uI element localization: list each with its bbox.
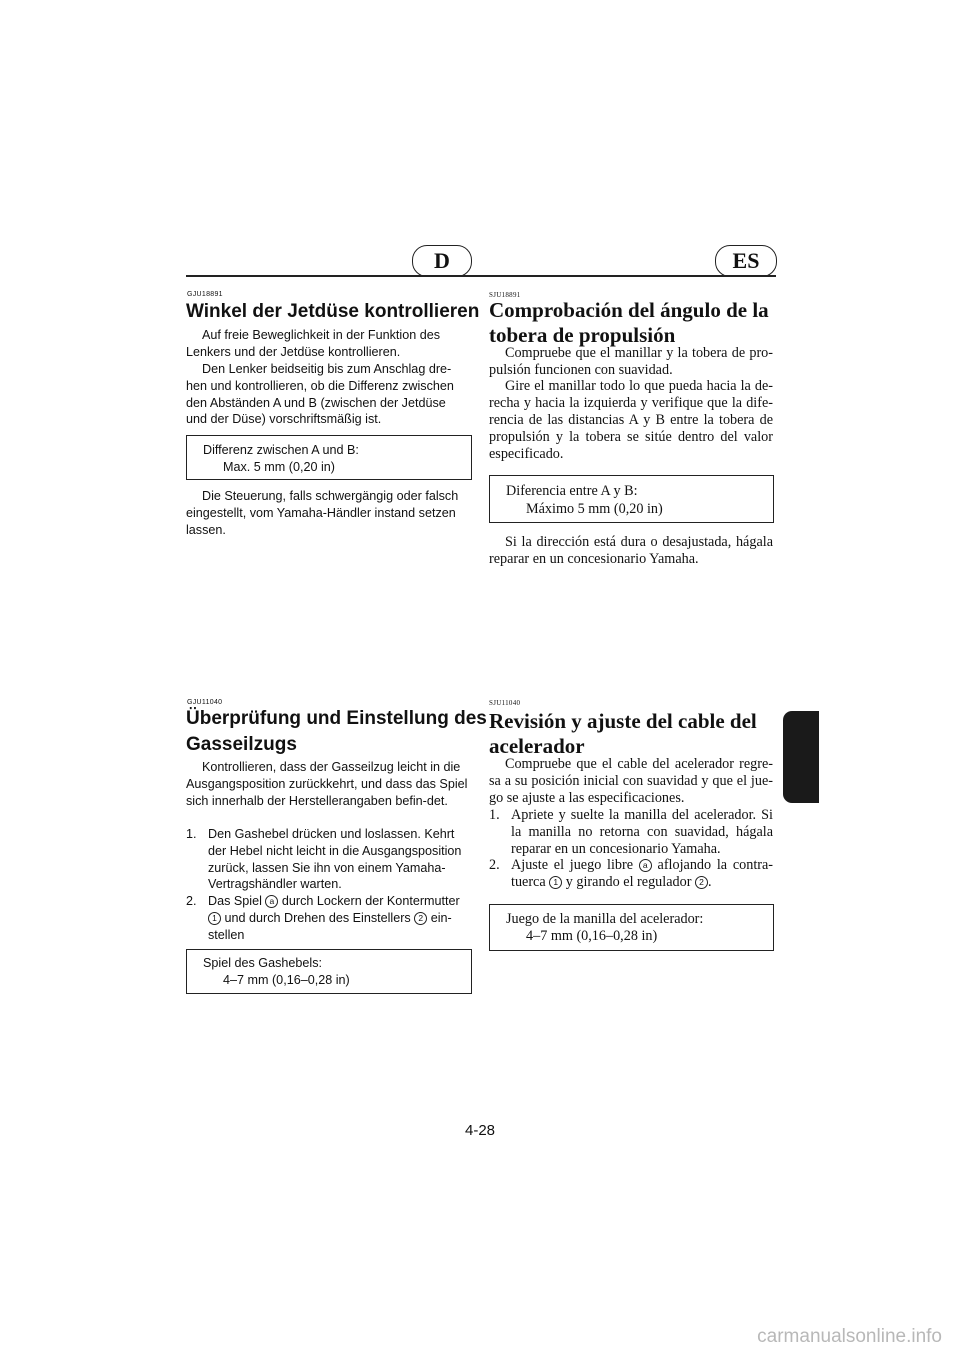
- list-text: Ajuste el juego libre a aflojando la contra-tuerca 1 y girando el regulador 2 .: [511, 857, 774, 890]
- paragraph-de-1c: Die Steuerung, falls schwergängig oder falsch eingestellt, vom Yamaha-Händler instand setzen lassen.: [186, 489, 459, 537]
- spec-box-de-2: [186, 949, 472, 994]
- spec-box-de-1: [186, 435, 472, 480]
- marker-a: a: [265, 895, 278, 908]
- spec-label: Diferencia entre A y B:: [506, 483, 638, 499]
- marker-2: 2: [414, 912, 427, 925]
- paragraph-de-1a: Auf freie Beweglichkeit in der Funktion des Lenkers und der Jetdüse kontrollieren.: [186, 328, 441, 359]
- marker-2: 2: [695, 876, 708, 889]
- spec-label: Juego de la manilla del acelerador:: [506, 911, 704, 927]
- paragraph-es-2a: Compruebe que el cable del acelerador regre-sa a su posición inicial con suavidad y que el jue-go se ajuste a las especificaciones.: [489, 756, 773, 806]
- section-title-es-2-line2: acelerador: [489, 734, 585, 758]
- spec-value: 4–7 mm (0,16–0,28 in): [223, 973, 350, 987]
- list-number: 2.: [186, 894, 197, 908]
- list-number: 2.: [489, 857, 500, 873]
- page-number: 4-28: [464, 1122, 496, 1139]
- chapter-tab: [783, 711, 819, 803]
- language-badge-de: D: [412, 245, 472, 277]
- spec-value: Max. 5 mm (0,20 in): [223, 460, 335, 474]
- paragraph-de-2a: Kontrollieren, dass der Gasseilzug leicht in die Ausgangsposition zurückkehrt, und dass das Spiel sich innerhalb der Herstellerangaben befin-det.: [186, 760, 468, 808]
- paragraph-de-1b: Den Lenker beidseitig bis zum Anschlag dre-hen und kontrollieren, ob die Differenz zwischen den Abständen A und B (zwischen der Jetdüse und der Düse) vorschriftsmäßig ist.: [186, 362, 454, 427]
- section-code-es-2: SJU11040: [489, 699, 521, 707]
- list-number: 1.: [489, 807, 500, 823]
- section-title-de-2-line1: Überprüfung und Einstellung des: [186, 708, 487, 729]
- list-item-es-2: [489, 857, 773, 893]
- list-number: 1.: [186, 827, 197, 841]
- section-code-es-1: SJU18891: [489, 291, 521, 299]
- spec-box-es-2: [489, 904, 774, 951]
- spec-label: Spiel des Gashebels:: [203, 956, 323, 970]
- section-title-es-1-line2: tobera de propulsión: [489, 323, 676, 347]
- list-text: Apriete y suelte la manilla del acelerador. Si la manilla no retorna con suavidad, hágala reparar en un concesionario Yamaha.: [511, 807, 773, 857]
- paragraph-es-1a: Compruebe que el manillar y la tobera de pro-pulsión funcionen con suavidad.: [489, 345, 773, 378]
- section-title-es-2-line1: Revisión y ajuste del cable del: [489, 709, 757, 733]
- paragraph-es-1b: Gire el manillar todo lo que pueda hacia la de-recha y hacia la izquierda y verifique que la dife-rencia de las distancias A y B entre la tobera de propulsión y la tobera se sitúe dentro del valor especificado.: [489, 378, 773, 462]
- spec-label: Differenz zwischen A und B:: [203, 443, 359, 457]
- list-text: Den Gashebel drücken und loslassen. Kehrt der Hebel nicht leicht in die Ausgangsposition zurück, lassen Sie ihn von einem Yamaha-Vertragshändler warten.: [208, 827, 462, 892]
- marker-a: a: [639, 859, 652, 872]
- spec-value: Máximo 5 mm (0,20 in): [526, 501, 663, 517]
- section-title-de-2-line2: Gasseilzugs: [186, 734, 297, 755]
- section-title-es-1-line1: Comprobación del ángulo de la: [489, 298, 769, 322]
- section-code-de-2: GJU11040: [187, 699, 223, 706]
- list-item-de-2: [186, 893, 470, 945]
- spec-value: 4–7 mm (0,16–0,28 in): [526, 928, 658, 944]
- language-badge-es: ES: [715, 245, 777, 277]
- section-code-de-1: GJU18891: [187, 291, 223, 298]
- section-title-de-1: Winkel der Jetdüse kontrollieren: [186, 301, 480, 322]
- paragraph-es-1c: Si la dirección está dura o desajustada, hágala reparar en un concesionario Yamaha.: [489, 534, 773, 567]
- list-text: Das Spiel a durch Lockern der Kontermutter 1 und durch Drehen des Einstellers 2 ein-stellen: [208, 894, 460, 942]
- spec-box-es-1: [489, 475, 774, 523]
- watermark: carmanualsonline.info: [757, 1326, 942, 1347]
- marker-1: 1: [549, 876, 562, 889]
- list-item-de-1: [186, 826, 470, 894]
- list-item-es-1: [489, 807, 773, 859]
- header-rule: [186, 275, 776, 277]
- marker-1: 1: [208, 912, 221, 925]
